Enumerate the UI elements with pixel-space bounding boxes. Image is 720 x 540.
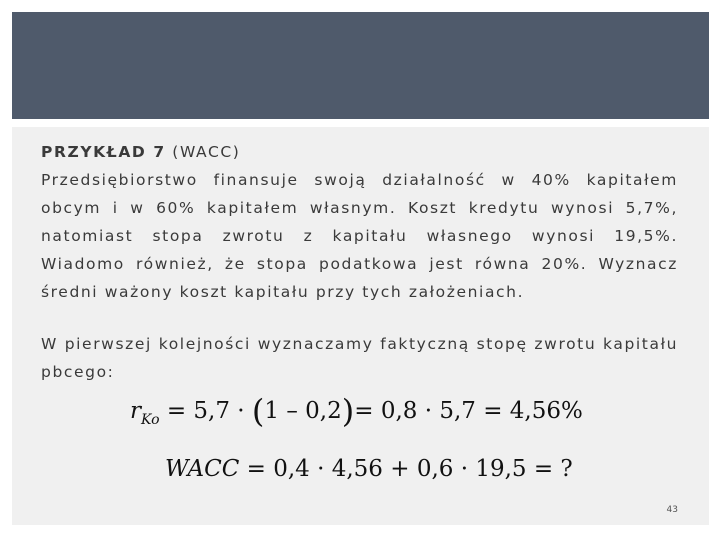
- formula-wacc: [165, 456, 573, 482]
- formula1-open-paren: (: [251, 392, 265, 430]
- formula1-part-a: = 5,7 ·: [159, 398, 252, 424]
- formula1-subscript: Ko: [141, 412, 160, 428]
- header-band: [12, 12, 709, 119]
- formula1-part-b: = 0,8 · 5,7 = 4,56%: [354, 398, 583, 424]
- formula1-close-paren: ): [341, 392, 355, 430]
- formula-cost-of-debt: [130, 392, 583, 430]
- problem-text: Przedsiębiorstwo finansuje swoją działalność w 40% kapitałem obcym i w 60% kapitałem własnym. Koszt kredytu wynosi 5,7%, natomiast stopa zwrotu z kapitału własnego wynosi 19,5%. Wiadomo również, że stopa podatkowa jest równa 20%. Wyznacz średni ważony koszt kapitału przy tych założeniach.: [41, 171, 678, 301]
- example-heading: [41, 138, 678, 166]
- formula1-var: r: [130, 398, 141, 424]
- page-number: 43: [666, 505, 678, 515]
- example-topic: (WACC): [165, 143, 241, 161]
- formula2-rest: = 0,4 · 4,56 + 0,6 · 19,5 = ?: [239, 456, 573, 482]
- formula1-inner: 1 – 0,2: [264, 398, 342, 424]
- example-label: PRZYKŁAD 7: [41, 143, 166, 161]
- formula2-var: WACC: [165, 456, 240, 482]
- step-text: W pierwszej kolejności wyznaczamy faktyczną stopę zwrotu kapitału pbcego:: [41, 335, 678, 381]
